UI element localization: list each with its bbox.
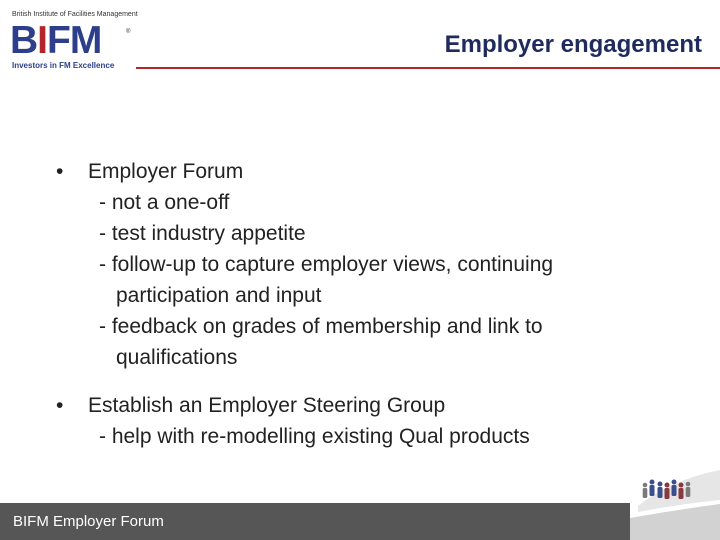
sub-item-text: - feedback on grades of membership and link to: [99, 315, 543, 338]
bullet-employer-forum: [56, 156, 696, 187]
bifm-logo: [10, 8, 138, 72]
sub-item-continuation: participation and input: [116, 284, 322, 307]
slide-content: [56, 156, 696, 452]
sub-item: [56, 218, 696, 249]
bullet-steering-group: [56, 390, 696, 421]
slide-title: Employer engagement: [444, 31, 702, 58]
sub-item-text: - help with re-modelling existing Qual products: [99, 425, 530, 448]
bullet-label: Employer Forum: [88, 160, 244, 183]
bullet-dot: •: [56, 160, 64, 183]
logo-institute-name: British Institute of Facilities Management: [12, 11, 138, 18]
sub-item: [56, 421, 696, 452]
bullet-label: Establish an Employer Steering Group: [88, 394, 446, 417]
people-group-illustration: [630, 460, 720, 540]
footer-bar: [0, 503, 630, 540]
sub-item: [56, 311, 696, 373]
sub-item-continuation: qualifications: [116, 346, 238, 369]
bullet-dot: •: [56, 394, 64, 417]
sub-item: [56, 249, 696, 311]
sub-item-text: - test industry appetite: [99, 222, 306, 245]
logo-wordmark: [10, 19, 102, 62]
sub-item: [56, 187, 696, 218]
sub-item-text: - follow-up to capture employer views, continuing: [99, 253, 554, 276]
logo-tagline: Investors in FM Excellence: [12, 61, 115, 70]
title-divider: [136, 67, 720, 69]
bullet-spacer: [56, 373, 696, 390]
footer-text: BIFM Employer Forum: [13, 513, 164, 530]
sub-item-text: - not a one-off: [99, 191, 230, 214]
logo-wordmark-text: BIFM: [10, 19, 102, 62]
logo-registered-mark: ®: [126, 29, 131, 35]
